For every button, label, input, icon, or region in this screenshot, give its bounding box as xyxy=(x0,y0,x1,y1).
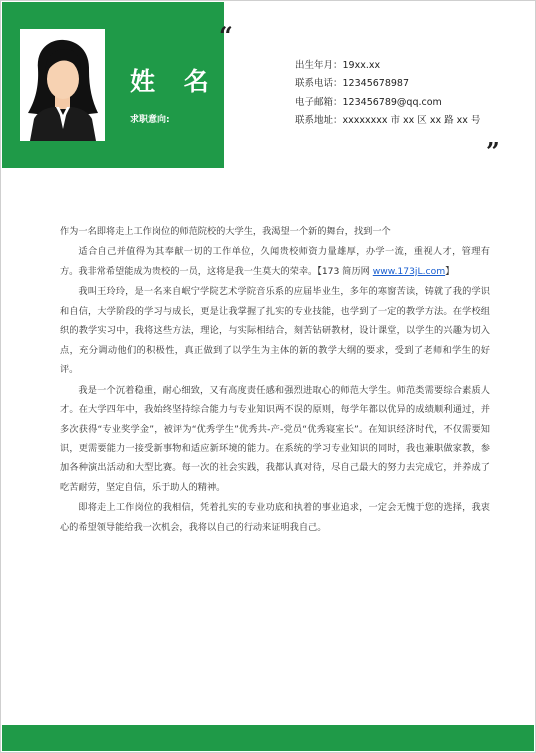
open-quote-mark: “ xyxy=(219,21,233,50)
paragraph-intro-line: 作为一名即将走上工作岗位的师范院校的大学生，我渴望一个新的舞台，找到一个 xyxy=(60,226,391,237)
info-value: 19xx.xx xyxy=(342,60,381,71)
cover-letter-body xyxy=(60,222,490,538)
info-email xyxy=(295,94,480,112)
info-address xyxy=(295,112,480,130)
info-label: 联系地址： xyxy=(295,114,343,126)
info-label: 联系电话： xyxy=(295,78,343,90)
bracket-open: 【173 简历网 xyxy=(317,265,373,277)
contact-info xyxy=(295,57,480,130)
paragraph-2: 我叫王玲玲，是一名来自岷宁学院艺术学院音乐系的应届毕业生，多年的寒窗苦读，铸就了我的学识和自信，大学阶段的学习与成长，更是让我掌握了扎实的专业技能，也学到了一定的教学方法。在学校组织的教学实习中，我将这些方法，理论，与实际相结合，刻苦钻研教材，设计课堂，以学生的兴趣为切入点，充分调动他们的积极性，真正做到了以学生为主体的新的教学大纲的要求，受到了老师和学生的好评。 xyxy=(60,286,490,376)
info-label: 出生年月： xyxy=(295,60,343,71)
bracket-close: 】 xyxy=(445,265,455,277)
paragraph-4: 即将走上工作岗位的我相信，凭着扎实的专业功底和执着的事业追求，一定会无愧于您的选择，我衷心的希望领导能给我一次机会，我将以自己的行动来证明我自己。 xyxy=(60,502,490,533)
footer-bar xyxy=(2,725,534,751)
paragraph-3: 我是一个沉着稳重，耐心细致，又有高度责任感和强烈进取心的师范大学生。师范类需要综合素质人才。在大学四年中，我始终坚持综合能力与专业知识两不误的原则，每学年都以优异的成绩顺利通过，并多次获得“专业奖学金”，被评为“优秀学生”优秀共-产-党员“优秀寝室长”。在知识经济时代，不仅需要知识，更需要能力一接受新事物和适应新环境的能力。在系统的学习专业知识的同时，我也兼职做家教，参加各种演出活动和大型比赛。每一次的社会实践，我都认真对待，尽自己最大的努力去完成它，并养成了吃苦耐劳，坚定自信，乐于助人的精神。 xyxy=(60,384,490,493)
avatar xyxy=(20,29,105,141)
info-value: 123456789@qq.com xyxy=(342,96,442,108)
info-birth xyxy=(295,57,480,75)
close-quote-mark: ” xyxy=(486,137,500,166)
paragraph-1 xyxy=(60,242,490,281)
info-value: xxxxxxxx 市 xx 区 xx 路 xx 号 xyxy=(342,114,481,126)
info-value: 12345678987 xyxy=(342,78,410,90)
job-intent-label: 求职意向: xyxy=(130,115,170,125)
applicant-name: 姓 名 xyxy=(130,67,219,96)
info-label: 电子邮箱： xyxy=(295,96,343,108)
website-link[interactable]: www.173jL.com xyxy=(372,265,446,277)
avatar-woman-icon xyxy=(20,29,105,141)
paragraph-text: 适合自己并值得为其奉献一切的工作单位，久闻贵校师资力量雄厚，办学一流，重视人才，管理有方。我非常希望能成为贵校的一员，这将是我一生莫大的荣幸。 xyxy=(60,246,490,277)
info-phone xyxy=(295,75,480,93)
